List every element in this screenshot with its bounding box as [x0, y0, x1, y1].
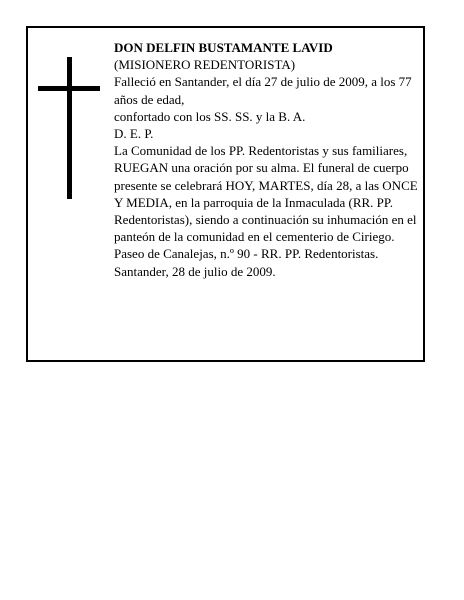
obituary-notice	[26, 26, 425, 362]
notice-line-death: Falleció en Santander, el día 27 de julio de 2009, a los 77 años de edad,	[114, 74, 412, 107]
notice-line-rip: D. E. P.	[114, 126, 154, 142]
notice-line-family: La Comunidad de los PP. Redentoristas y sus familiares,	[114, 143, 408, 159]
notice-text	[114, 39, 418, 280]
deceased-subtitle: (MISIONERO REDENTORISTA)	[114, 57, 296, 73]
notice-line-date: Santander, 28 de julio de 2009.	[114, 263, 276, 279]
cross-icon-bar	[38, 86, 100, 91]
notice-line-funeral: RUEGAN una oración por su alma. El funeral de cuerpo presente se celebrará HOY, MARTES, día 28, a las ONCE Y MEDIA, en la parroquia de la Inmaculada (RR. PP. Redentoristas), siendo a continuación su inhumación en el panteón de la comunidad en el cementerio de Ciriego. Paseo de Canalejas, n.º 90 - RR. PP. Redentoristas.	[114, 160, 418, 262]
cross-icon	[67, 57, 72, 199]
notice-line-sacraments: confortado con los SS. SS. y la B. A.	[114, 108, 306, 124]
deceased-name: DON DELFIN BUSTAMANTE LAVID	[114, 40, 333, 55]
